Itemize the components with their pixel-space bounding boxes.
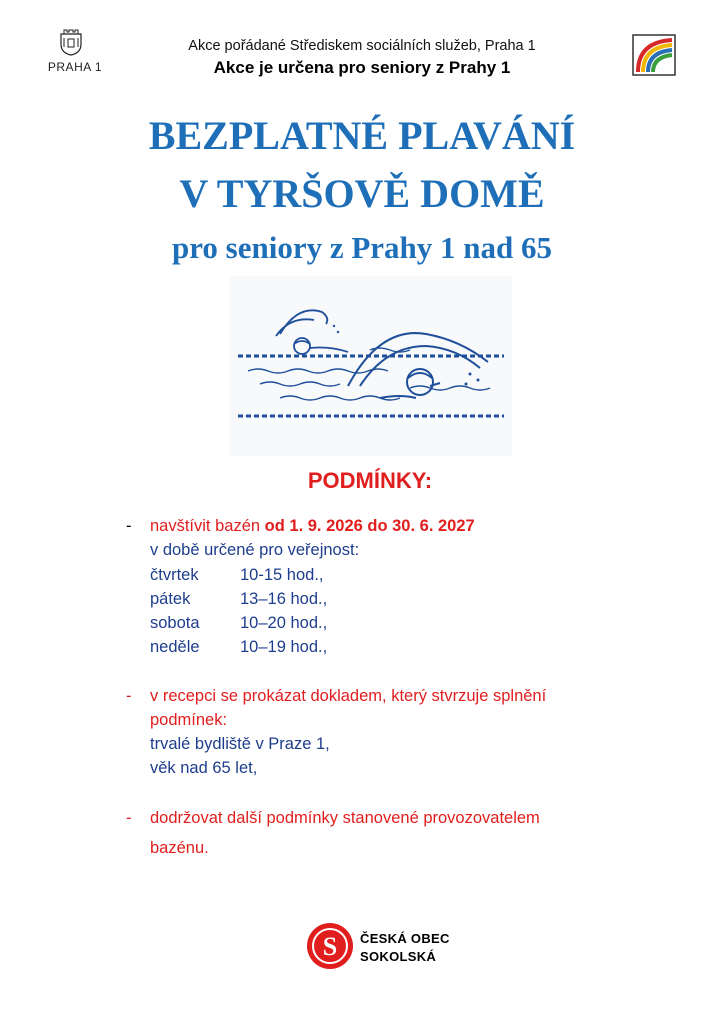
bullet-dash: - (126, 687, 132, 705)
title-line-1: BEZPLATNÉ PLAVÁNÍ (148, 113, 576, 158)
title-line-2: V TYRŠOVĚ DOMĚ (179, 171, 545, 216)
bullet-dash: - (126, 809, 132, 827)
schedule-row (150, 587, 327, 611)
bullet-dash: - (126, 517, 132, 535)
condition-item-1 (150, 514, 630, 538)
schedule-row (150, 635, 327, 659)
condition-item-3: dodržovat další podmínky stanovené provozovatelem (150, 809, 540, 827)
condition-1-text: navštívit bazén (150, 517, 265, 535)
schedule-hours: 10–20 hod., (240, 614, 328, 632)
conditions-heading: PODMÍNKY: (307, 468, 433, 493)
residence-text: trvalé bydliště v Praze 1, (150, 735, 330, 753)
condition-item-2: v recepci se prokázat dokladem, který stvrzuje splnění (150, 687, 547, 705)
praha-crest-icon (60, 28, 82, 56)
condition-item-3-cont: bazénu. (150, 839, 209, 857)
schedule-row (150, 563, 323, 587)
subtitle: pro seniory z Prahy 1 nad 65 (171, 230, 553, 265)
svg-text:S: S (322, 932, 338, 961)
schedule-hours: 13–16 hod., (240, 590, 328, 608)
target-audience-text: Akce je určena pro seniory z Prahy 1 (213, 58, 511, 77)
swimmers-illustration (230, 276, 512, 456)
schedule-hours: 10–19 hod., (240, 638, 328, 656)
sokol-emblem-icon (306, 922, 354, 970)
condition-item-2-cont: podmínek: (150, 711, 228, 729)
schedule-hours: 10-15 hod., (240, 566, 324, 584)
footer-line-2: SOKOLSKÁ (360, 949, 437, 964)
schedule-day: pátek (150, 590, 191, 608)
praha-1-logo (40, 28, 112, 78)
rainbow-logo-icon (632, 34, 676, 76)
footer-line-1: ČESKÁ OBEC (360, 931, 450, 946)
age-text: věk nad 65 let, (150, 759, 258, 777)
praha-logo-text: PRAHA 1 (47, 60, 103, 74)
public-hours-text: v době určené pro veřejnost: (150, 541, 360, 559)
schedule-row (150, 611, 327, 635)
date-range: od 1. 9. 2026 do 30. 6. 2027 (264, 517, 475, 535)
schedule-day: sobota (150, 614, 200, 632)
organizer-text: Akce pořádané Střediskem sociálních služeb, Praha 1 (188, 38, 536, 54)
schedule-day: neděle (150, 638, 200, 656)
schedule-day: čtvrtek (150, 566, 199, 584)
ceska-obec-sokolska-logo (306, 922, 456, 976)
